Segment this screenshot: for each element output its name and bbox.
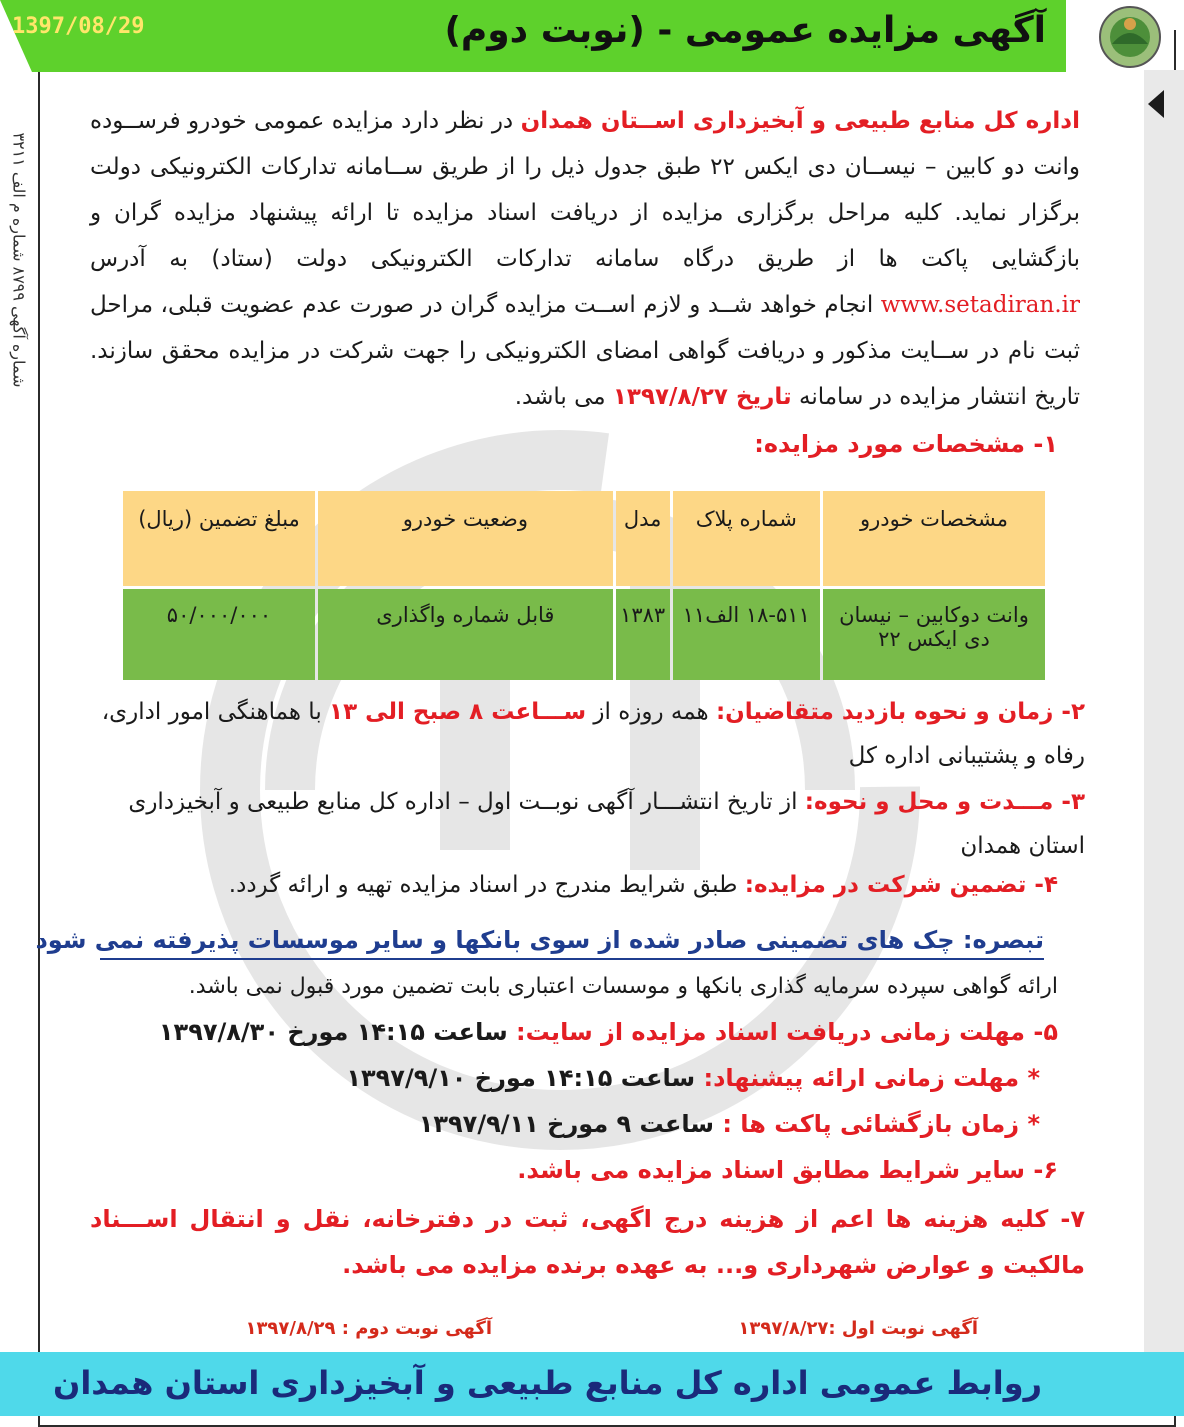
footer-bar [0,1352,1184,1416]
right-margin-strip [1144,70,1184,1410]
footer-bar-text: روابط عمومی اداره کل منابع طبیعی و آبخیزداری استان همدان [53,1364,1042,1402]
section-5 [159,1018,1058,1046]
section-4-label: ۴- تضمین شرکت در مزایده: [744,872,1058,898]
table-header: مدل [616,491,670,586]
section-4 [229,872,1058,898]
section-6: ۶- سایر شرایط مطابق اسناد مزایده می باشد. [517,1156,1058,1184]
section-2-label: ۲- زمان و نحوه بازدید متقاضیان: [715,699,1085,725]
section-2-text-1: همه روزه از [586,699,716,725]
table-header: شماره پلاک [673,491,820,586]
table-cell: ۱۸-۵۱۱ الف۱۱ [673,589,820,680]
note-text: ارائه گواهی سپرده سرمایه گذاری بانکها و موسسات اعتباری بابت تضمین مورد قبول نمی باشد. [188,974,1058,999]
table-cell: قابل شماره واگذاری [318,589,613,680]
table-row [123,589,1045,680]
section-2 [90,690,1085,778]
note-banner: تبصره: چک های تضمینی صادر شده از سوی بانکها و سایر موسسات پذیرفته نمی شود [100,926,1044,960]
section-3-label: ۳- مـــدت و محل و نحوه: [804,789,1085,815]
intro-org: اداره کل منابع طبیعی و آبخیزداری اســتان همدان [520,108,1080,134]
auction-spec-table [120,488,1048,683]
section-3-text: از تاریخ انتشـــار آگهی نوبــت اول – اداره کل منابع طبیعی و آبخیزداری استان همدان [128,789,1085,859]
section-3 [90,780,1085,868]
table-cell: وانت دوکابین – نیسان دی ایکس ۲۲ [823,589,1045,680]
second-ad-date: آگهی نوبت دوم : ۱۳۹۷/۸/۲۹ [245,1318,492,1339]
triangle-marker-icon [1148,90,1164,118]
side-ad-number [2,100,36,420]
setad-url-link[interactable]: www.setadiran.ir [880,292,1080,318]
bid-deadline-label: * مهلت زمانی ارائه پیشنهاد: [703,1064,1040,1092]
intro-date: تاریخ ۱۳۹۷/۸/۲۷ [612,384,792,410]
section-1-title: ۱- مشخصات مورد مزایده: [754,430,1058,458]
side-ad-number-text: شماره آگهی ۸۷۹۹ شماره م الف ۳۲۱۱ [9,132,29,388]
bid-deadline-value: ساعت ۱۴:۱۵ مورخ ۱۳۹۷/۹/۱۰ [346,1064,704,1092]
intro-text-3: می باشد. [514,384,613,410]
intro-text-1: در نظر دارد مزایده عمومی خودرو فرســوده وانت دو کابین – نیســان دی ایکس ۲۲ طبق جدول ذیل را از طریق ســامانه تدارکات الکترونیکی دولت برگزار نماید. کلیه مراحل برگزاری مزایده از دریافت اسناد مزایده تا ارائه پیشنهاد مزایده گران و بازگشایی پاکت ها از طریق درگاه سامانه تدارکات الکترونیکی دولت (ستاد) به آدرس [90,108,1080,272]
intro-paragraph [90,98,1080,420]
section-5-label: ۵- مهلت زمانی دریافت اسناد مزایده از سایت: [516,1018,1058,1046]
table-cell: ۵۰/۰۰۰/۰۰۰ [123,589,315,680]
opening-time-value: ساعت ۹ مورخ ۱۳۹۷/۹/۱۱ [418,1110,723,1138]
table-header: مشخصات خودرو [823,491,1045,586]
table-header: مبلغ تضمین (ریال) [123,491,315,586]
organization-logo-icon [1098,4,1162,70]
section-5-opening-time [419,1110,1040,1138]
header-date-stamp: 1397/08/29 [12,14,145,39]
table-header: وضعیت خودرو [318,491,613,586]
table-cell: ۱۳۸۳ [616,589,670,680]
intro-text-2: انجام خواهد شــد و لازم اســت مزایده گران در صورت عدم عضویت قبلی، مراحل ثبت نام در ســایت مذکور و دریافت گواهی امضای الکترونیکی را جهت شرکت در مزایده محقق سازند. تاریخ انتشار مزایده در سامانه [90,292,1080,410]
page-title: آگهی مزایده عمومی - (نوبت دوم) [444,10,1046,51]
section-5-value: ساعت ۱۴:۱۵ مورخ ۱۳۹۷/۸/۳۰ [158,1018,517,1046]
section-7: ۷- کلیه هزینه ها اعم از هزینه درج اگهی، ثبت در دفترخانه، نقل و انتقال اســـناد مالکیت و عوارض شهرداری و... به عهده برنده مزایده می باشد. [90,1205,1085,1279]
section-5-bid-deadline [346,1064,1040,1092]
table-header-row [123,491,1045,586]
section-4-text: طبق شرایط مندرج در اسناد مزایده تهیه و ارائه گردد. [228,872,745,898]
first-ad-date: آگهی نوبت اول :۱۳۹۷/۸/۲۷ [738,1318,978,1339]
section-2-time: ســـاعت ۸ صبح الی ۱۳ [329,699,587,725]
opening-time-label: * زمان بازگشائی پاکت ها : [722,1110,1040,1138]
section-2-text-2: با هماهنگی امور اداری، رفاه و پشتیبانی اداره کل [101,699,1085,769]
